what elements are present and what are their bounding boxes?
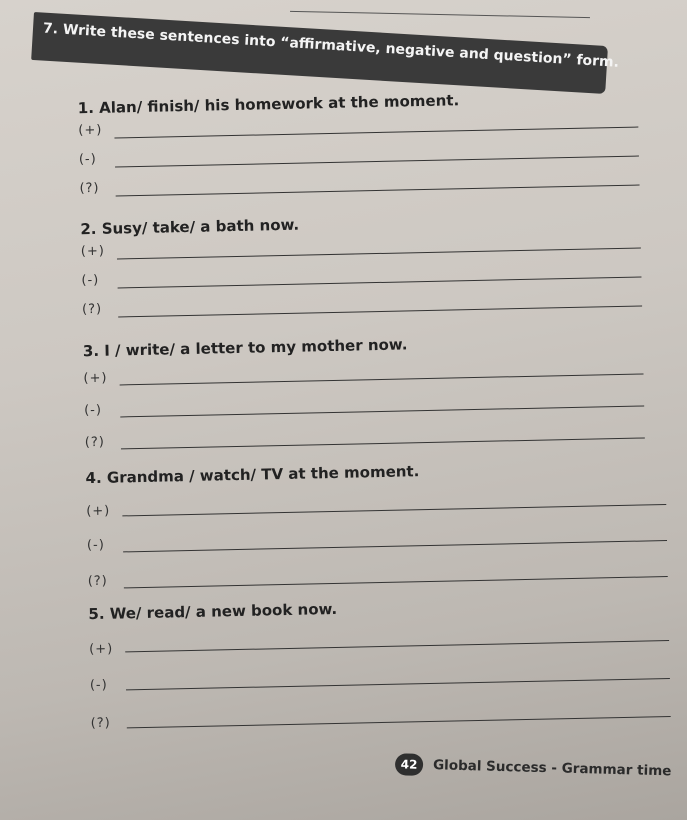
answer-line[interactable] — [125, 640, 669, 652]
answer-line[interactable] — [127, 716, 671, 728]
question-mark: (?) — [84, 434, 106, 451]
answer-line[interactable] — [121, 437, 645, 449]
affirmative-mark: (+) — [78, 122, 103, 139]
answer-line[interactable] — [120, 405, 644, 417]
affirmative-mark: (+) — [80, 243, 106, 260]
exercise-item-2 — [80, 205, 662, 328]
affirmative-mark: (+) — [89, 641, 114, 658]
question-mark: (?) — [90, 715, 111, 732]
page-number-badge: 42 — [395, 753, 424, 776]
negative-mark: (-) — [84, 402, 103, 419]
item-prompt: 1. Alan/ finish/ his homework at the moment. — [77, 91, 460, 118]
negative-mark: (-) — [81, 272, 100, 289]
answer-line[interactable] — [122, 504, 666, 516]
affirmative-mark: (+) — [86, 503, 111, 520]
question-mark: (?) — [79, 180, 100, 197]
exercise-item-3 — [83, 327, 665, 459]
item-prompt: 5. We/ read/ a new book now. — [88, 599, 338, 624]
answer-line[interactable] — [118, 305, 642, 317]
answer-line[interactable] — [120, 373, 644, 385]
item-prompt: 4. Grandma / watch/ TV at the moment. — [85, 462, 420, 488]
exercise-title: 7. Write these sentences into “affirmative, negative and question” form. — [42, 20, 620, 71]
answer-line[interactable] — [116, 185, 640, 197]
affirmative-mark: (+) — [83, 370, 108, 387]
answer-line[interactable] — [118, 276, 642, 288]
answer-line[interactable] — [124, 576, 668, 588]
answer-line[interactable] — [114, 127, 638, 139]
exercise-item-5 — [88, 590, 671, 740]
negative-mark: (-) — [78, 151, 97, 168]
exercise-item-4 — [85, 454, 668, 598]
answer-line[interactable] — [117, 248, 641, 260]
negative-mark: (-) — [86, 537, 105, 554]
negative-mark: (-) — [89, 677, 108, 694]
answer-line[interactable] — [123, 540, 667, 552]
exercise-item-1 — [78, 84, 660, 207]
answer-line[interactable] — [115, 156, 639, 168]
item-prompt: 3. I / write/ a letter to my mother now. — [82, 335, 408, 361]
book-title: Global Success - Grammar time — [432, 757, 672, 780]
item-prompt: 2. Susy/ take/ a bath now. — [80, 215, 300, 239]
question-mark: (?) — [87, 573, 108, 590]
question-mark: (?) — [81, 301, 103, 318]
answer-line[interactable] — [126, 678, 670, 690]
